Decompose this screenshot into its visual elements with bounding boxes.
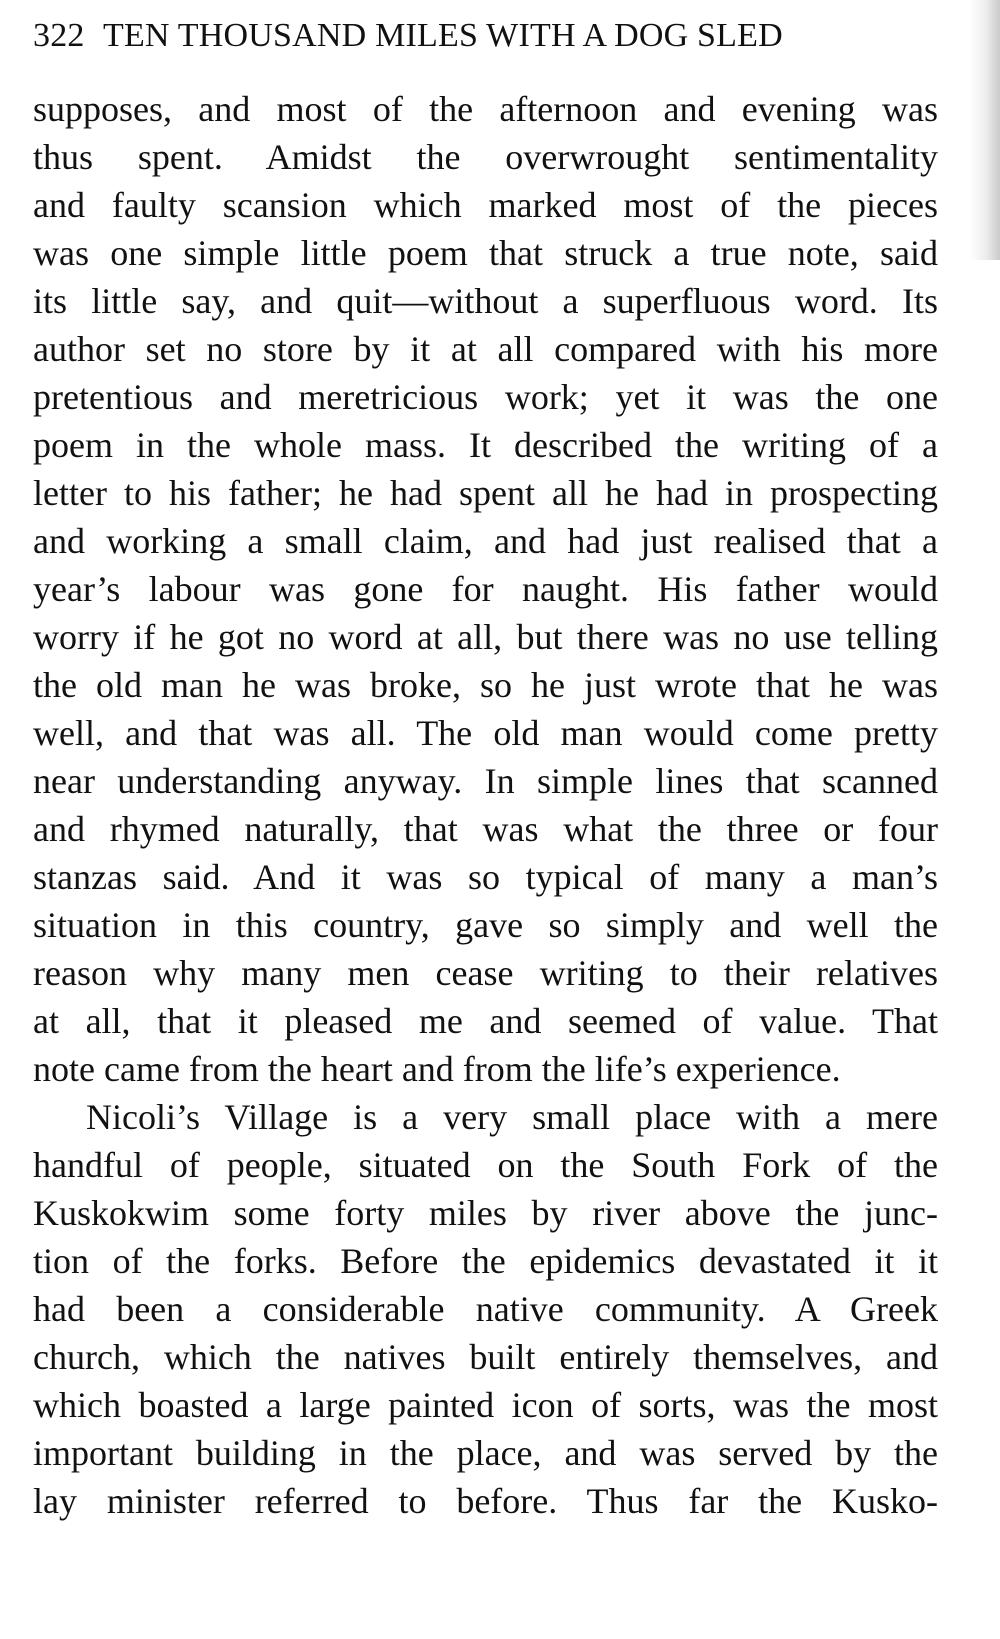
text-line: and rhymed naturally, that was what the three or four <box>33 809 938 849</box>
text-line: author set no store by it at all compared with his more <box>33 329 938 369</box>
text-line: which boasted a large painted icon of sorts, was the most <box>33 1385 938 1425</box>
text-line: handful of people, situated on the South Fork of the <box>33 1145 938 1185</box>
page-number: 322 <box>33 17 85 54</box>
text-line: at all, that it pleased me and seemed of value. That <box>33 1001 938 1041</box>
text-line: lay minister referred to before. Thus far the Kusko- <box>33 1481 938 1521</box>
text-line: supposes, and most of the afternoon and evening was <box>33 89 938 129</box>
text-line: had been a considerable native community. A Greek <box>33 1289 938 1329</box>
text-line: reason why many men cease writing to their relatives <box>33 953 938 993</box>
text-line: note came from the heart and from the life’s experience. <box>33 1049 841 1089</box>
page-edge-shadow <box>970 0 1000 260</box>
text-line: year’s labour was gone for naught. His father would <box>33 569 938 609</box>
text-line: thus spent. Amidst the overwrought sentimentality <box>33 137 938 177</box>
text-line: and working a small claim, and had just realised that a <box>33 521 938 561</box>
text-line: well, and that was all. The old man would come pretty <box>33 713 938 753</box>
paragraph-2 <box>33 1093 938 1525</box>
text-line: and faulty scansion which marked most of the pieces <box>33 185 938 225</box>
book-title: TEN THOUSAND MILES WITH A DOG SLED <box>103 17 783 54</box>
text-line: worry if he got no word at all, but there was no use telling <box>33 617 938 657</box>
text-line: important building in the place, and was served by the <box>33 1433 938 1473</box>
text-line: situation in this country, gave so simply and well the <box>33 905 938 945</box>
text-line: Nicoli’s Village is a very small place with a mere <box>86 1097 938 1137</box>
paragraph-1 <box>33 85 938 1093</box>
text-line: Kuskokwim some forty miles by river above the junc- <box>33 1193 938 1233</box>
text-line: the old man he was broke, so he just wrote that he was <box>33 665 938 705</box>
text-line: stanzas said. And it was so typical of many a man’s <box>33 857 938 897</box>
body-text <box>33 85 938 1525</box>
text-line: pretentious and meretricious work; yet it was the one <box>33 377 938 417</box>
running-head <box>33 14 938 58</box>
text-line: church, which the natives built entirely themselves, and <box>33 1337 938 1377</box>
text-line: its little say, and quit—without a superfluous word. Its <box>33 281 938 321</box>
text-line: tion of the forks. Before the epidemics devastated it it <box>33 1241 938 1281</box>
text-line: poem in the whole mass. It described the writing of a <box>33 425 938 465</box>
text-line: was one simple little poem that struck a true note, said <box>33 233 938 273</box>
text-line: near understanding anyway. In simple lines that scanned <box>33 761 938 801</box>
text-line: letter to his father; he had spent all he had in prospecting <box>33 473 938 513</box>
